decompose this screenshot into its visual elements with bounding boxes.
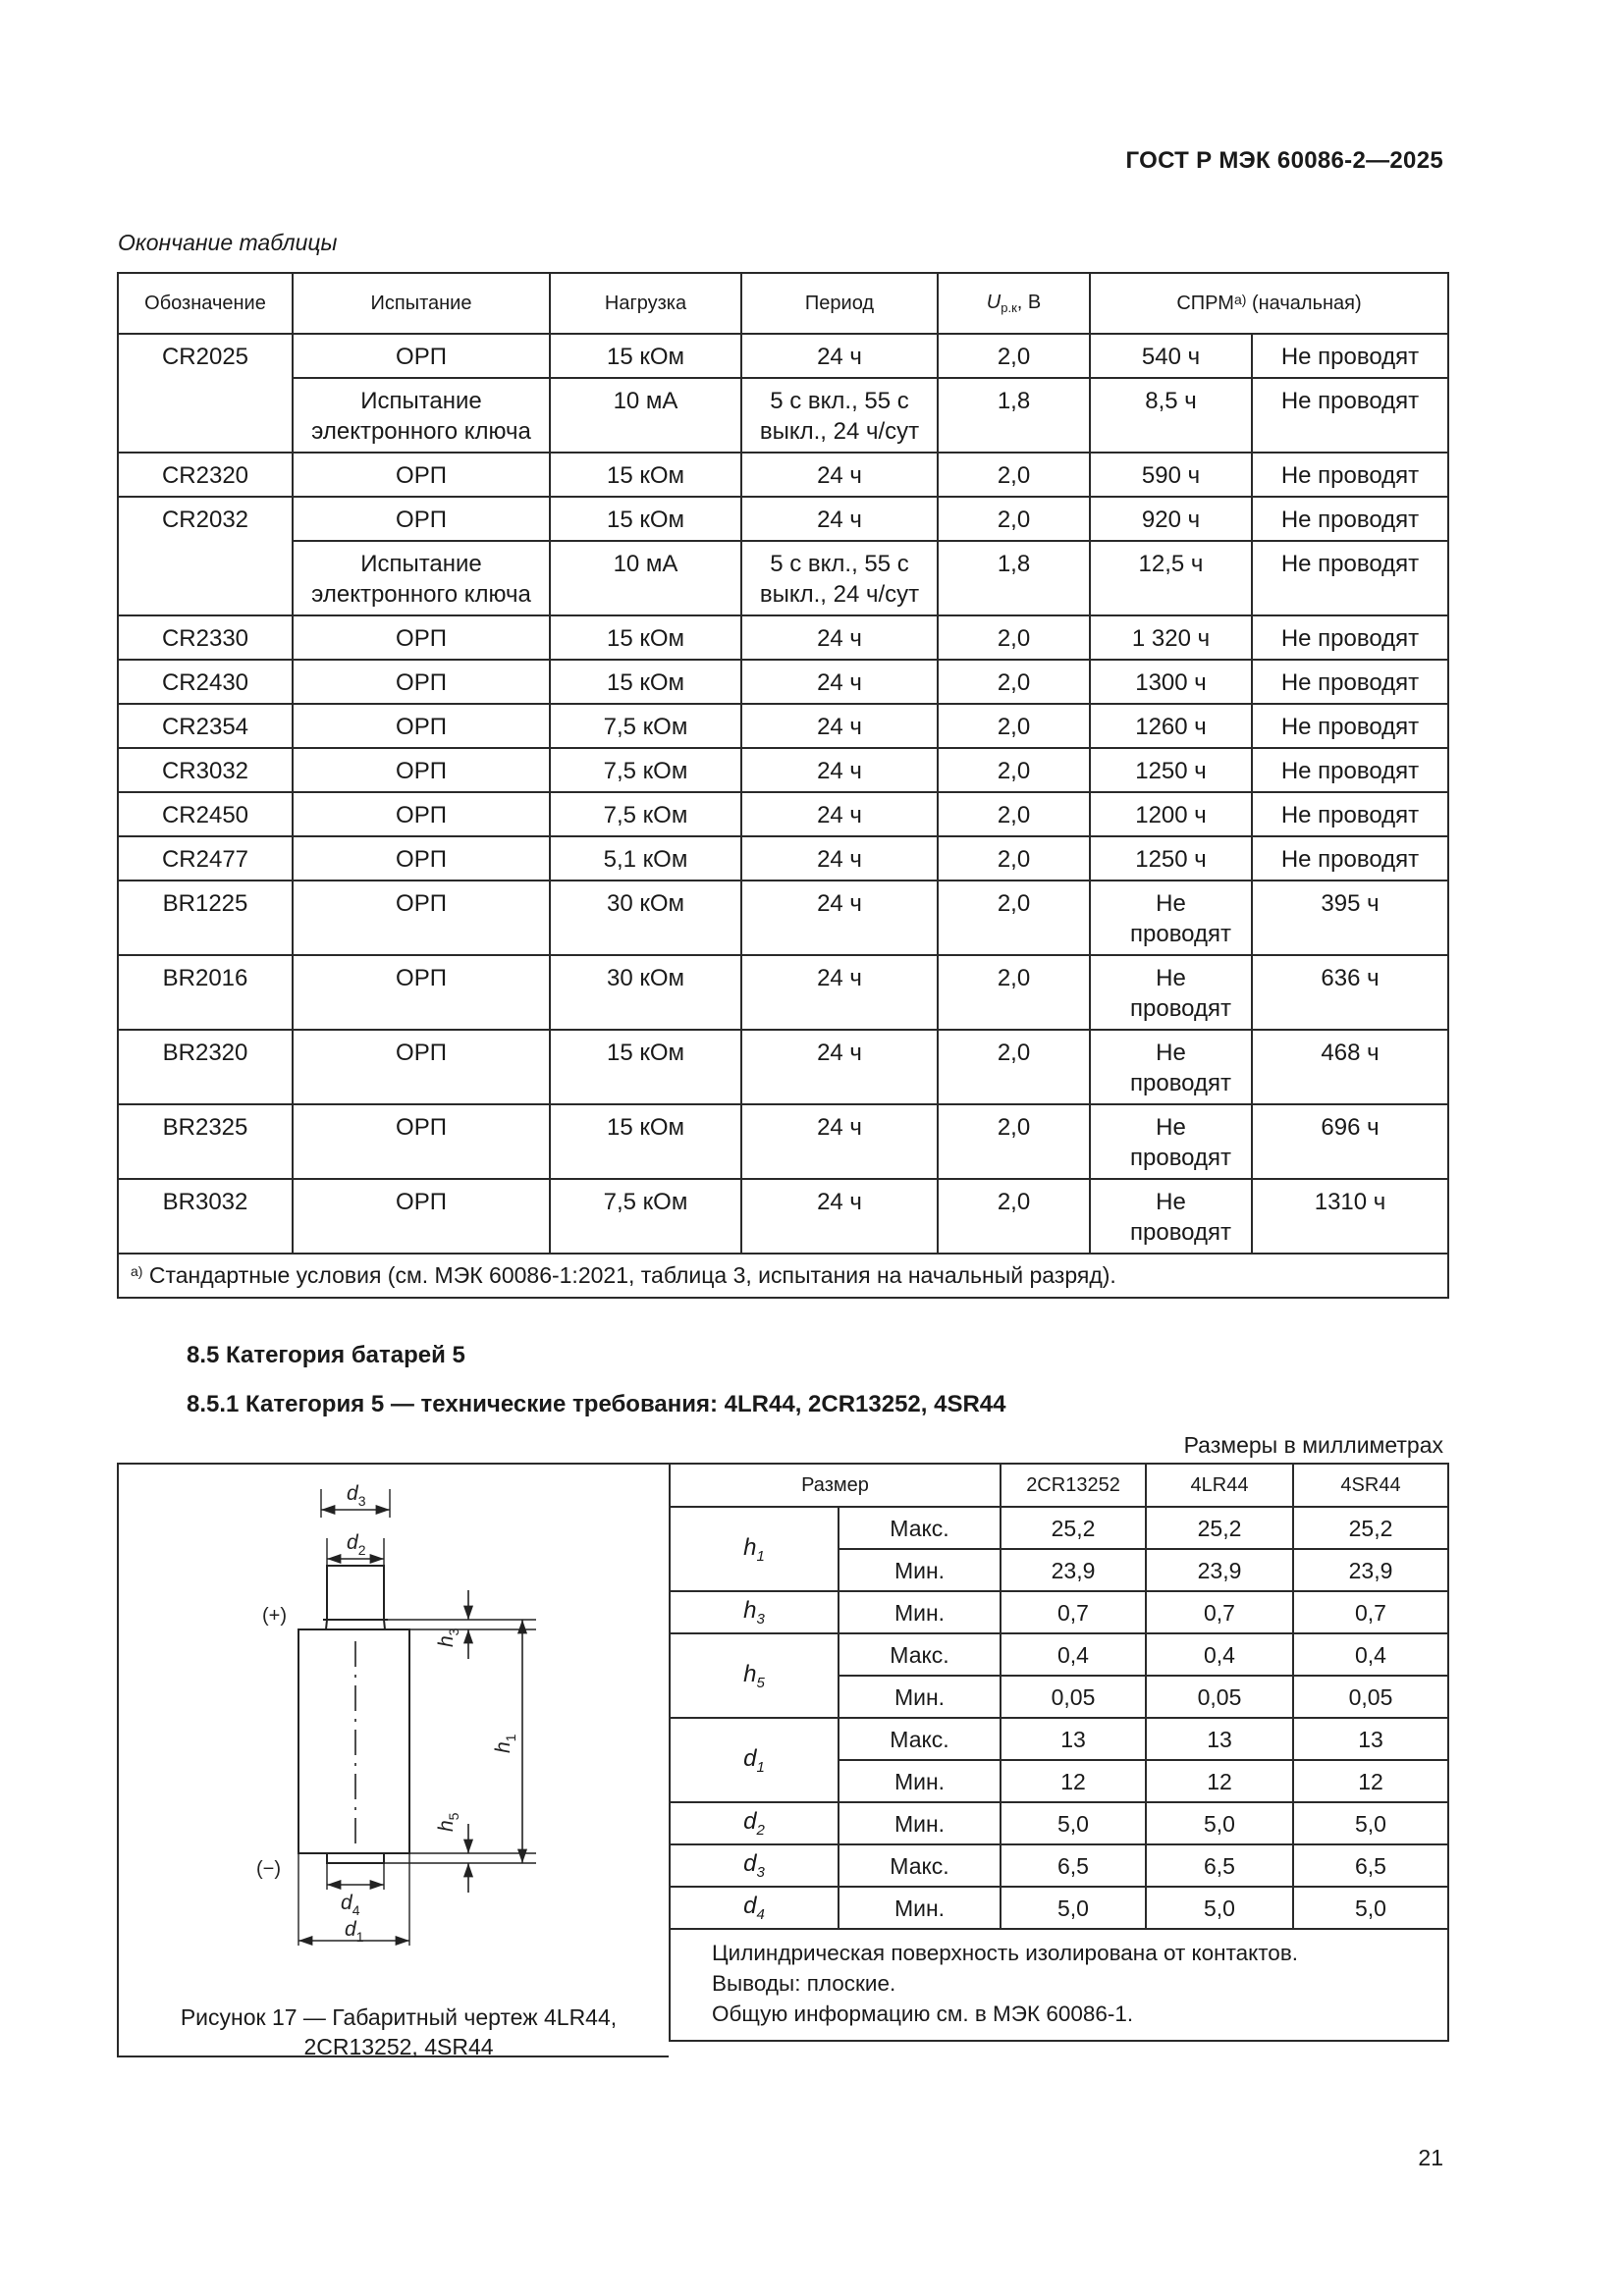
cell-voltage: 2,0 bbox=[938, 881, 1090, 955]
cell-sprm-b: 696 ч bbox=[1252, 1104, 1448, 1179]
table-row bbox=[118, 1104, 1448, 1179]
footnote-mark: а) bbox=[131, 1263, 143, 1279]
label-d1: $d_1$ bbox=[345, 1918, 364, 1945]
table-row bbox=[118, 955, 1448, 1030]
limit-label: Макс. bbox=[839, 1844, 1001, 1887]
cell-voltage: 2,0 bbox=[938, 704, 1090, 748]
cell-period: 5 с вкл., 55 с выкл., 24 ч/сут bbox=[741, 378, 938, 453]
dim-value: 0,4 bbox=[1293, 1633, 1448, 1676]
cell-sprm-a: Не проводят bbox=[1090, 955, 1252, 1030]
cell-period: 24 ч bbox=[741, 748, 938, 792]
cell-period: 24 ч bbox=[741, 955, 938, 1030]
col-header-test: Испытание bbox=[293, 273, 550, 334]
test-conditions-table bbox=[117, 272, 1449, 1299]
cell-designation: CR3032 bbox=[118, 748, 293, 792]
cell-load: 30 кОм bbox=[550, 955, 741, 1030]
cell-test: ОРП bbox=[293, 1030, 550, 1104]
cell-sprm-b: Не проводят bbox=[1252, 748, 1448, 792]
dim-row-d2-min bbox=[670, 1802, 1448, 1844]
section-heading-8-5: 8.5 Категория батарей 5 bbox=[187, 1342, 465, 1368]
cell-designation: CR2477 bbox=[118, 836, 293, 881]
table-footnote-row bbox=[118, 1254, 1448, 1298]
cell-test: Испытание электронного ключа bbox=[293, 541, 550, 615]
cell-sprm-b: Не проводят bbox=[1252, 704, 1448, 748]
table-footnote bbox=[118, 1254, 1448, 1298]
cell-test: ОРП bbox=[293, 881, 550, 955]
cell-designation: BR2016 bbox=[118, 955, 293, 1030]
cell-voltage: 2,0 bbox=[938, 1179, 1090, 1254]
cell-designation: CR2032 bbox=[118, 497, 293, 615]
cell-voltage: 2,0 bbox=[938, 453, 1090, 497]
cell-sprm-b: 636 ч bbox=[1252, 955, 1448, 1030]
table-continuation-caption: Окончание таблицы bbox=[118, 230, 338, 255]
cell-load: 7,5 кОм bbox=[550, 748, 741, 792]
limit-label: Мин. bbox=[839, 1676, 1001, 1718]
dim-value: 23,9 bbox=[1001, 1549, 1146, 1591]
table-row bbox=[118, 378, 1448, 453]
table-row bbox=[118, 497, 1448, 541]
cell-test: ОРП bbox=[293, 955, 550, 1030]
cell-voltage: 2,0 bbox=[938, 660, 1090, 704]
label-d3: $d_3$ bbox=[347, 1482, 366, 1509]
cell-sprm-b: Не проводят bbox=[1252, 615, 1448, 660]
cell-sprm-a: 1200 ч bbox=[1090, 792, 1252, 836]
figure-caption: Рисунок 17 — Габаритный чертеж 4LR44, 2CR13252, 4SR44 bbox=[180, 2004, 618, 2059]
table-row bbox=[118, 836, 1448, 881]
cell-voltage: 2,0 bbox=[938, 792, 1090, 836]
cell-voltage: 2,0 bbox=[938, 1104, 1090, 1179]
limit-label: Мин. bbox=[839, 1591, 1001, 1633]
dim-row-d4-min bbox=[670, 1887, 1448, 1929]
dim-symbol-d1: $d_1$ bbox=[670, 1718, 839, 1802]
dim-header-col: 4SR44 bbox=[1293, 1464, 1448, 1507]
cell-test: ОРП bbox=[293, 1104, 550, 1179]
cell-test: ОРП bbox=[293, 792, 550, 836]
cell-designation: BR1225 bbox=[118, 881, 293, 955]
col-header-voltage bbox=[938, 273, 1090, 334]
dim-value: 12 bbox=[1293, 1760, 1448, 1802]
cell-load: 15 кОм bbox=[550, 615, 741, 660]
cell-sprm-b: Не проводят bbox=[1252, 378, 1448, 453]
cell-test: ОРП bbox=[293, 497, 550, 541]
cell-sprm-b: Не проводят bbox=[1252, 792, 1448, 836]
cell-load: 15 кОм bbox=[550, 1104, 741, 1179]
dim-header-row bbox=[670, 1464, 1448, 1507]
dim-value: 0,7 bbox=[1146, 1591, 1293, 1633]
cell-sprm-a: 1 320 ч bbox=[1090, 615, 1252, 660]
cell-sprm-b: Не проводят bbox=[1252, 836, 1448, 881]
label-h3: $h_3$ bbox=[435, 1628, 461, 1647]
cell-sprm-a: Не проводят bbox=[1090, 1104, 1252, 1179]
cell-voltage: 2,0 bbox=[938, 615, 1090, 660]
cell-load: 15 кОм bbox=[550, 453, 741, 497]
dim-value: 13 bbox=[1146, 1718, 1293, 1760]
dim-symbol-h3: $h_3$ bbox=[670, 1591, 839, 1633]
dim-header-size: Размер bbox=[670, 1464, 1001, 1507]
dim-value: 5,0 bbox=[1293, 1802, 1448, 1844]
cell-period: 24 ч bbox=[741, 615, 938, 660]
dimension-drawing bbox=[119, 1465, 669, 1995]
cell-period: 24 ч bbox=[741, 1030, 938, 1104]
cell-designation: BR2320 bbox=[118, 1030, 293, 1104]
cell-designation: CR2320 bbox=[118, 453, 293, 497]
dim-row-d3-max bbox=[670, 1844, 1448, 1887]
dim-value: 0,4 bbox=[1001, 1633, 1146, 1676]
cell-period: 24 ч bbox=[741, 660, 938, 704]
cell-period: 24 ч bbox=[741, 792, 938, 836]
table-row bbox=[118, 881, 1448, 955]
dim-value: 0,7 bbox=[1001, 1591, 1146, 1633]
dim-value: 25,2 bbox=[1146, 1507, 1293, 1549]
dim-symbol-h1: $h_1$ bbox=[670, 1507, 839, 1591]
dim-value: 6,5 bbox=[1293, 1844, 1448, 1887]
cell-sprm-a: 1260 ч bbox=[1090, 704, 1252, 748]
dim-value: 25,2 bbox=[1001, 1507, 1146, 1549]
dim-symbol-d4: $d_4$ bbox=[670, 1887, 839, 1929]
dim-value: 6,5 bbox=[1146, 1844, 1293, 1887]
dim-value: 12 bbox=[1001, 1760, 1146, 1802]
cell-voltage: 2,0 bbox=[938, 497, 1090, 541]
limit-label: Мин. bbox=[839, 1760, 1001, 1802]
dim-value: 25,2 bbox=[1293, 1507, 1448, 1549]
note-line: Цилиндрическая поверхность изолирована от контактов. bbox=[712, 1941, 1299, 1965]
section-heading-8-5-1: 8.5.1 Категория 5 — технические требования: 4LR44, 2CR13252, 4SR44 bbox=[187, 1391, 1006, 1417]
cell-period: 24 ч bbox=[741, 1179, 938, 1254]
dim-value: 23,9 bbox=[1293, 1549, 1448, 1591]
voltage-unit: , В bbox=[1016, 292, 1042, 313]
cell-period: 24 ч bbox=[741, 881, 938, 955]
cell-load: 15 кОм bbox=[550, 497, 741, 541]
limit-label: Макс. bbox=[839, 1718, 1001, 1760]
figure-box bbox=[117, 1463, 669, 2057]
dim-row-h5-max bbox=[670, 1633, 1448, 1676]
dim-notes-row bbox=[670, 1929, 1448, 2041]
dimensions-table bbox=[669, 1463, 1449, 2042]
cell-load: 15 кОм bbox=[550, 660, 741, 704]
label-h5: $h_5$ bbox=[435, 1812, 461, 1832]
cell-load: 15 кОм bbox=[550, 334, 741, 378]
dim-value: 0,05 bbox=[1146, 1676, 1293, 1718]
table-row bbox=[118, 704, 1448, 748]
cell-load: 15 кОм bbox=[550, 1030, 741, 1104]
cell-designation: BR2325 bbox=[118, 1104, 293, 1179]
dim-value: 13 bbox=[1293, 1718, 1448, 1760]
dim-row-d1-max bbox=[670, 1718, 1448, 1760]
cell-test: ОРП bbox=[293, 836, 550, 881]
cell-sprm-a: 12,5 ч bbox=[1090, 541, 1252, 615]
footnote-text: Стандартные условия (см. МЭК 60086-1:2021, таблица 3, испытания на начальный разряд). bbox=[148, 1262, 1116, 1288]
cell-sprm-b: Не проводят bbox=[1252, 497, 1448, 541]
dim-row-h3-min bbox=[670, 1591, 1448, 1633]
cell-sprm-b: Не проводят bbox=[1252, 541, 1448, 615]
cell-load: 7,5 кОм bbox=[550, 1179, 741, 1254]
table-row bbox=[118, 334, 1448, 378]
table-row bbox=[118, 660, 1448, 704]
cell-load: 7,5 кОм bbox=[550, 792, 741, 836]
dim-value: 13 bbox=[1001, 1718, 1146, 1760]
sprm-label: СПРМ bbox=[1176, 292, 1234, 314]
cell-sprm-a: Не проводят bbox=[1090, 1179, 1252, 1254]
table-row bbox=[118, 792, 1448, 836]
dim-value: 5,0 bbox=[1146, 1887, 1293, 1929]
dim-header-col: 2CR13252 bbox=[1001, 1464, 1146, 1507]
dim-value: 5,0 bbox=[1293, 1887, 1448, 1929]
dim-value: 0,05 bbox=[1001, 1676, 1146, 1718]
table-row bbox=[118, 453, 1448, 497]
cell-test: ОРП bbox=[293, 615, 550, 660]
cell-sprm-b: 395 ч bbox=[1252, 881, 1448, 955]
dim-value: 12 bbox=[1146, 1760, 1293, 1802]
cell-designation: CR2025 bbox=[118, 334, 293, 453]
cell-period: 24 ч bbox=[741, 1104, 938, 1179]
table-row bbox=[118, 1179, 1448, 1254]
table-header-row bbox=[118, 273, 1448, 334]
dim-value: 6,5 bbox=[1001, 1844, 1146, 1887]
col-header-sprm bbox=[1090, 273, 1448, 334]
table-row bbox=[118, 541, 1448, 615]
cell-voltage: 2,0 bbox=[938, 748, 1090, 792]
cell-voltage: 1,8 bbox=[938, 541, 1090, 615]
cell-load: 5,1 кОм bbox=[550, 836, 741, 881]
cell-designation: CR2330 bbox=[118, 615, 293, 660]
cell-period: 24 ч bbox=[741, 453, 938, 497]
cell-sprm-b: 468 ч bbox=[1252, 1030, 1448, 1104]
limit-label: Макс. bbox=[839, 1633, 1001, 1676]
cell-load: 10 мА bbox=[550, 541, 741, 615]
label-negative: (−) bbox=[256, 1858, 281, 1880]
cell-test: ОРП bbox=[293, 334, 550, 378]
col-header-period: Период bbox=[741, 273, 938, 334]
voltage-symbol: U bbox=[986, 292, 1001, 313]
limit-label: Мин. bbox=[839, 1802, 1001, 1844]
cell-sprm-a: 920 ч bbox=[1090, 497, 1252, 541]
dim-symbol-h5: $h_5$ bbox=[670, 1633, 839, 1718]
cell-designation: BR3032 bbox=[118, 1179, 293, 1254]
voltage-subscript: р.к bbox=[1001, 300, 1017, 315]
cell-sprm-a: 1250 ч bbox=[1090, 836, 1252, 881]
dim-row-h1-max bbox=[670, 1507, 1448, 1549]
cell-sprm-a: Не проводят bbox=[1090, 881, 1252, 955]
dim-value: 5,0 bbox=[1146, 1802, 1293, 1844]
dim-symbol-d3: $d_3$ bbox=[670, 1844, 839, 1887]
col-header-designation: Обозначение bbox=[118, 273, 293, 334]
note-line: Выводы: плоские. bbox=[712, 1971, 896, 1996]
cell-voltage: 1,8 bbox=[938, 378, 1090, 453]
cell-voltage: 2,0 bbox=[938, 836, 1090, 881]
cell-test: ОРП bbox=[293, 748, 550, 792]
units-note: Размеры в миллиметрах bbox=[1183, 1432, 1443, 1458]
cell-voltage: 2,0 bbox=[938, 334, 1090, 378]
cell-sprm-b: Не проводят bbox=[1252, 660, 1448, 704]
cell-sprm-b: Не проводят bbox=[1252, 453, 1448, 497]
cell-designation: CR2450 bbox=[118, 792, 293, 836]
cell-period: 24 ч bbox=[741, 334, 938, 378]
table-row bbox=[118, 615, 1448, 660]
cell-sprm-b: 1310 ч bbox=[1252, 1179, 1448, 1254]
negative-terminal-outline bbox=[327, 1853, 384, 1863]
cell-designation: CR2430 bbox=[118, 660, 293, 704]
cell-load: 10 мА bbox=[550, 378, 741, 453]
cell-body-outline bbox=[298, 1629, 409, 1853]
dim-value: 0,05 bbox=[1293, 1676, 1448, 1718]
cell-load: 7,5 кОм bbox=[550, 704, 741, 748]
page-number: 21 bbox=[1418, 2145, 1443, 2170]
cell-test: ОРП bbox=[293, 660, 550, 704]
cell-period: 24 ч bbox=[741, 836, 938, 881]
sprm-tail: (начальная) bbox=[1246, 292, 1362, 314]
dim-value: 23,9 bbox=[1146, 1549, 1293, 1591]
cell-designation: CR2354 bbox=[118, 704, 293, 748]
note-line: Общую информацию см. в МЭК 60086-1. bbox=[712, 2002, 1134, 2026]
cell-period: 5 с вкл., 55 с выкл., 24 ч/сут bbox=[741, 541, 938, 615]
cell-period: 24 ч bbox=[741, 704, 938, 748]
cell-sprm-a: 1250 ч bbox=[1090, 748, 1252, 792]
dim-header-col: 4LR44 bbox=[1146, 1464, 1293, 1507]
dim-value: 5,0 bbox=[1001, 1802, 1146, 1844]
limit-label: Мин. bbox=[839, 1887, 1001, 1929]
label-d2: $d_2$ bbox=[347, 1531, 366, 1558]
table-row bbox=[118, 1030, 1448, 1104]
dim-value: 5,0 bbox=[1001, 1887, 1146, 1929]
table-row bbox=[118, 748, 1448, 792]
dim-value: 0,7 bbox=[1293, 1591, 1448, 1633]
cell-sprm-b: Не проводят bbox=[1252, 334, 1448, 378]
cell-test: ОРП bbox=[293, 704, 550, 748]
cell-voltage: 2,0 bbox=[938, 955, 1090, 1030]
dim-notes bbox=[670, 1929, 1448, 2041]
cell-test: ОРП bbox=[293, 1179, 550, 1254]
dim-symbol-d2: $d_2$ bbox=[670, 1802, 839, 1844]
col-header-load: Нагрузка bbox=[550, 273, 741, 334]
cell-load: 30 кОм bbox=[550, 881, 741, 955]
cell-test: Испытание электронного ключа bbox=[293, 378, 550, 453]
cell-sprm-a: 8,5 ч bbox=[1090, 378, 1252, 453]
cell-period: 24 ч bbox=[741, 497, 938, 541]
limit-label: Мин. bbox=[839, 1549, 1001, 1591]
label-positive: (+) bbox=[262, 1605, 287, 1627]
limit-label: Макс. bbox=[839, 1507, 1001, 1549]
cell-voltage: 2,0 bbox=[938, 1030, 1090, 1104]
cell-sprm-a: 1300 ч bbox=[1090, 660, 1252, 704]
cell-test: ОРП bbox=[293, 453, 550, 497]
label-d4: $d_4$ bbox=[341, 1892, 360, 1918]
label-h1: $h_1$ bbox=[492, 1734, 518, 1753]
cell-sprm-a: 540 ч bbox=[1090, 334, 1252, 378]
sprm-footnote-mark: а) bbox=[1233, 291, 1247, 307]
dim-value: 0,4 bbox=[1146, 1633, 1293, 1676]
document-id-header: ГОСТ Р МЭК 60086-2—2025 bbox=[1125, 147, 1443, 174]
cell-sprm-a: Не проводят bbox=[1090, 1030, 1252, 1104]
cell-sprm-a: 590 ч bbox=[1090, 453, 1252, 497]
